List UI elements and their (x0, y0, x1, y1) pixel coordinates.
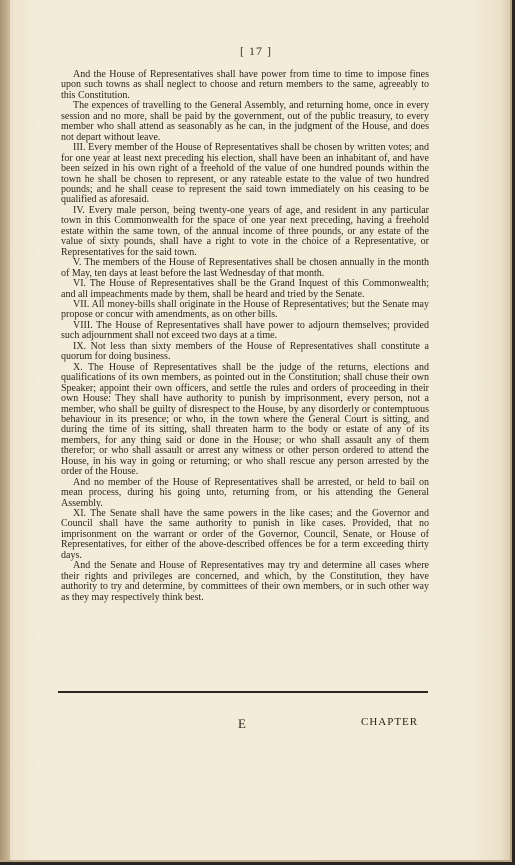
catchword: CHAPTER (361, 716, 419, 728)
paragraph: And the House of Representatives shall have power from time to time to impose fines upon such towns as shall neglect to choose and return members to the same, agreeably to this Constitution. (61, 69, 429, 101)
body-text (61, 70, 429, 603)
paragraph: The expences of travelling to the General Assembly, and returning home, once in every session and no more, shall be paid by the government, out of the public treasury, to every member who shall attend as seasonably as he can, in the judgment of the House, and does not depart without leave. (61, 100, 429, 143)
paragraph: IX. Not less than sixty members of the House of Representatives shall constitute a quorum for doing business. (61, 340, 429, 363)
binding-spine (0, 0, 10, 862)
paragraph: And no member of the House of Representatives shall be arrested, or held to bail on mean process, during his going unto, returning from, or his attending the General Assembly. (61, 476, 429, 509)
paragraph: And the Senate and House of Representatives may try and determine all cases where their rights and privileges are concerned, and which, by the Constitution, they have authority to try and determine, by committees of their own members, or in such other way as they may respectively think best. (61, 560, 429, 603)
paragraph: IV. Every male person, being twenty-one years of age, and resident in any particular town in this Commonwealth for the space of one year next preceding, having a freehold estate within the same town, of the annual income of three pounds, or any estate of the value of sixty pounds, shall have a right to vote in the choice of a Representative, or Representatives for the said town. (61, 204, 429, 258)
paragraph: V. The members of the House of Representatives shall be chosen annually in the month of May, ten days at least before the last Wednesday of that month. (61, 257, 429, 279)
paragraph: XI. The Senate shall have the same powers in the like cases; and the Governor and Council shall have the same authority to punish in like cases. Provided, that no imprisonment on the warrant or order of the Governor, Council, Senate, or House of Representatives, for either of the above-described offences be for a term exceeding thirty days. (61, 508, 429, 561)
horizontal-rule (58, 691, 428, 693)
page-number: [ 17 ] (240, 44, 272, 58)
paragraph: X. The House of Representatives shall be the judge of the returns, elections and qualifications of its own members, as pointed out in the Constitution; shall chuse their own Speaker; appoint their own officers, and settle the rules and orders of proceeding in their own House: They shall have authority to punish by imprisonment, every person, not a member, who shall be guilty of disrespect to the House, by any disorderly or contemptuous behaviour in its presence; or who, in the town where the General Court is sitting, and during the time of its sitting, shall threaten harm to the body or estate of any of its members, for any thing said or done in the House; or who shall assault any of them therefor; or who shall assault or arrest any witness or other person ordered to attend the House, in his way in going or returning; or who shall rescue any person arrested by the order of the House. (61, 361, 429, 478)
paragraph: III. Every member of the House of Representatives shall be chosen by written votes; and for one year at least next preceding his election, shall have been an inhabitant of, and have been seized in his own right of a freehold of the value of one hundred pounds within the town he shall be chosen to represent, or any rateable estate to the value of two hundred pounds; and he shall cease to represent the said town immediately on his ceasing to be qualified as aforesaid. (61, 142, 429, 206)
paragraph: VIII. The House of Representatives shall have power to adjourn themselves; provided such adjournment shall not exceed two days at a time. (61, 319, 429, 342)
paragraph: VI. The House of Representatives shall be the Grand Inquest of this Commonwealth; and all impeachments made by them, shall be heard and tried by the Senate. (61, 278, 429, 300)
signature-mark: E (238, 716, 246, 731)
paragraph: VII. All money-bills shall originate in the House of Representatives; but the Senate may propose or concur with amendments, as on other bills. (61, 298, 429, 321)
